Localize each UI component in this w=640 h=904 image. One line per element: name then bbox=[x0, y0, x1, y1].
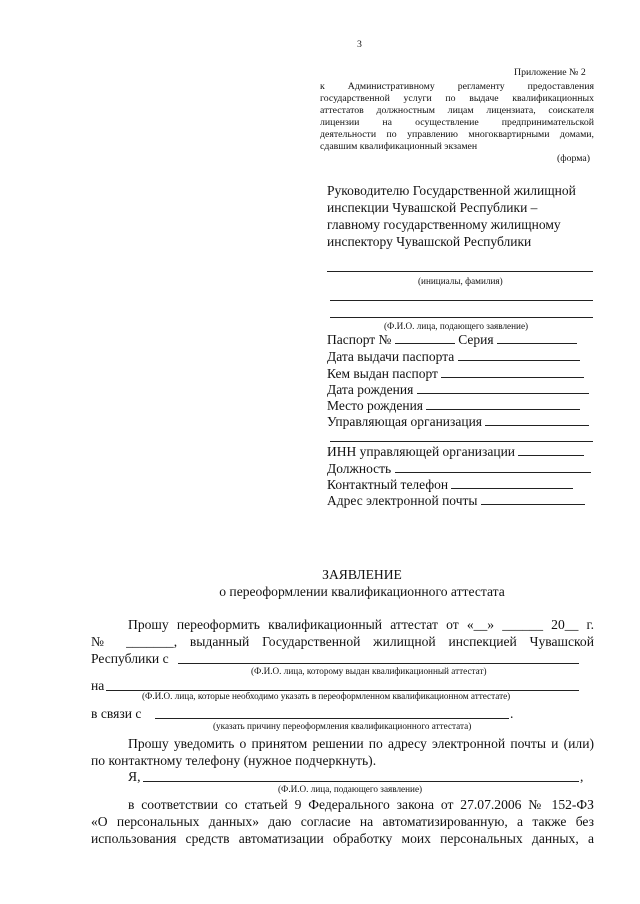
issued-by-blank[interactable] bbox=[441, 365, 584, 378]
appendix-last-line: сдавшим квалификационный экзамен bbox=[320, 141, 478, 152]
email-blank[interactable] bbox=[481, 492, 585, 505]
org-line-2[interactable] bbox=[330, 441, 593, 442]
addressee-line: инспекции Чувашской Республики – bbox=[327, 200, 538, 215]
field-series-label: Серия bbox=[458, 332, 494, 347]
field-inn bbox=[327, 443, 584, 460]
body-line: № _______, выданный Государственной жилищной инспекцией Чувашской bbox=[91, 634, 594, 649]
caption-reason: (указать причину переоформления квалификационного аттестата) bbox=[213, 721, 472, 731]
birth-date-blank[interactable] bbox=[417, 381, 589, 394]
field-label: Контактный телефон bbox=[327, 477, 449, 492]
field-email bbox=[327, 492, 585, 509]
field-label: ИНН управляющей организации bbox=[327, 444, 516, 459]
appendix-line: деятельности по управлению многоквартирными домами, bbox=[320, 129, 594, 140]
passport-number-blank[interactable] bbox=[395, 331, 455, 344]
org-blank[interactable] bbox=[485, 413, 589, 426]
field-label: Дата рождения bbox=[327, 382, 414, 397]
caption-issued-to: (Ф.И.О. лица, которому выдан квалификационный аттестат) bbox=[251, 666, 487, 676]
inn-blank[interactable] bbox=[518, 443, 584, 456]
addressee-line: Руководителю Государственной жилищной bbox=[327, 183, 576, 198]
initials-line[interactable] bbox=[327, 271, 593, 272]
body-line: Республики с bbox=[91, 651, 169, 666]
field-label: Дата выдачи паспорта bbox=[327, 349, 455, 364]
applicant-caption: (Ф.И.О. лица, подающего заявление) bbox=[384, 321, 529, 331]
field-issue-date bbox=[327, 348, 580, 365]
body-line: Прошу переоформить квалификационный аттестат от «__» ______ 20__ г. bbox=[128, 617, 594, 632]
field-label: Кем выдан паспорт bbox=[327, 366, 438, 381]
field-org bbox=[327, 413, 589, 430]
addressee-line: инспектору Чувашской Республики bbox=[327, 234, 532, 249]
applicant-line-1[interactable] bbox=[330, 300, 593, 301]
field-label: Должность bbox=[327, 461, 392, 476]
addressee-line: главному государственному жилищному bbox=[327, 217, 561, 232]
reason-period: . bbox=[510, 706, 514, 721]
ya-comma: , bbox=[580, 769, 584, 784]
appendix-line: лицензии на осуществление предпринимательской bbox=[320, 117, 594, 128]
reason-line[interactable] bbox=[155, 718, 509, 719]
appendix-title: Приложение № 2 bbox=[514, 67, 586, 78]
initials-caption: (инициалы, фамилия) bbox=[418, 276, 503, 286]
field-label: Управляющая организация bbox=[327, 414, 482, 429]
body-line: «О персональных данных» даю согласие на автоматизированную, а также без bbox=[91, 814, 594, 829]
field-birth-date bbox=[327, 381, 589, 398]
caption-reissue: (Ф.И.О. лица, которые необходимо указать в переоформленном квалификационном аттестате) bbox=[142, 691, 511, 701]
issue-date-blank[interactable] bbox=[458, 348, 580, 361]
na-label: на bbox=[91, 678, 105, 693]
appendix-line: аттестатов должностным лицам лицензиата, соискателя bbox=[320, 105, 594, 116]
field-passport-label: Паспорт № bbox=[327, 332, 392, 347]
statement-title: ЗАЯВЛЕНИЕ bbox=[322, 567, 402, 582]
field-label: Адрес электронной почты bbox=[327, 493, 478, 508]
position-blank[interactable] bbox=[395, 460, 591, 473]
body-line: использования средств автоматизации обработку моих персональных данных, а bbox=[91, 831, 594, 846]
applicant-line-2[interactable] bbox=[330, 317, 593, 318]
body-line: по контактному телефону (нужное подчеркнуть). bbox=[91, 753, 377, 768]
form-label: (форма) bbox=[557, 153, 591, 164]
body-line: Прошу уведомить о принятом решении по адресу электронной почты и (или) bbox=[128, 736, 594, 751]
field-birth-place bbox=[327, 397, 580, 414]
field-label: Место рождения bbox=[327, 398, 424, 413]
statement-subtitle: о переоформлении квалификационного аттестата bbox=[219, 584, 505, 599]
field-issued-by bbox=[327, 365, 584, 382]
page-number: 3 bbox=[357, 39, 362, 50]
caption-ya: (Ф.И.О. лица, подающего заявление) bbox=[278, 784, 423, 794]
field-phone bbox=[327, 476, 573, 493]
appendix-line: государственной услуги по выдаче квалификационных bbox=[320, 93, 594, 104]
phone-blank[interactable] bbox=[451, 476, 573, 489]
ya-label: Я, bbox=[128, 769, 141, 784]
reason-label: в связи с bbox=[91, 706, 142, 721]
ya-name-line[interactable] bbox=[143, 781, 579, 782]
issued-to-line[interactable] bbox=[178, 663, 579, 664]
field-position bbox=[327, 460, 591, 477]
appendix-line: к Административному регламенту предоставления bbox=[320, 81, 594, 92]
body-line: в соответствии со статьей 9 Федерального закона от 27.07.2006 № 152-ФЗ bbox=[128, 797, 594, 812]
field-passport bbox=[327, 331, 577, 348]
birth-place-blank[interactable] bbox=[426, 397, 580, 410]
series-blank[interactable] bbox=[497, 331, 577, 344]
